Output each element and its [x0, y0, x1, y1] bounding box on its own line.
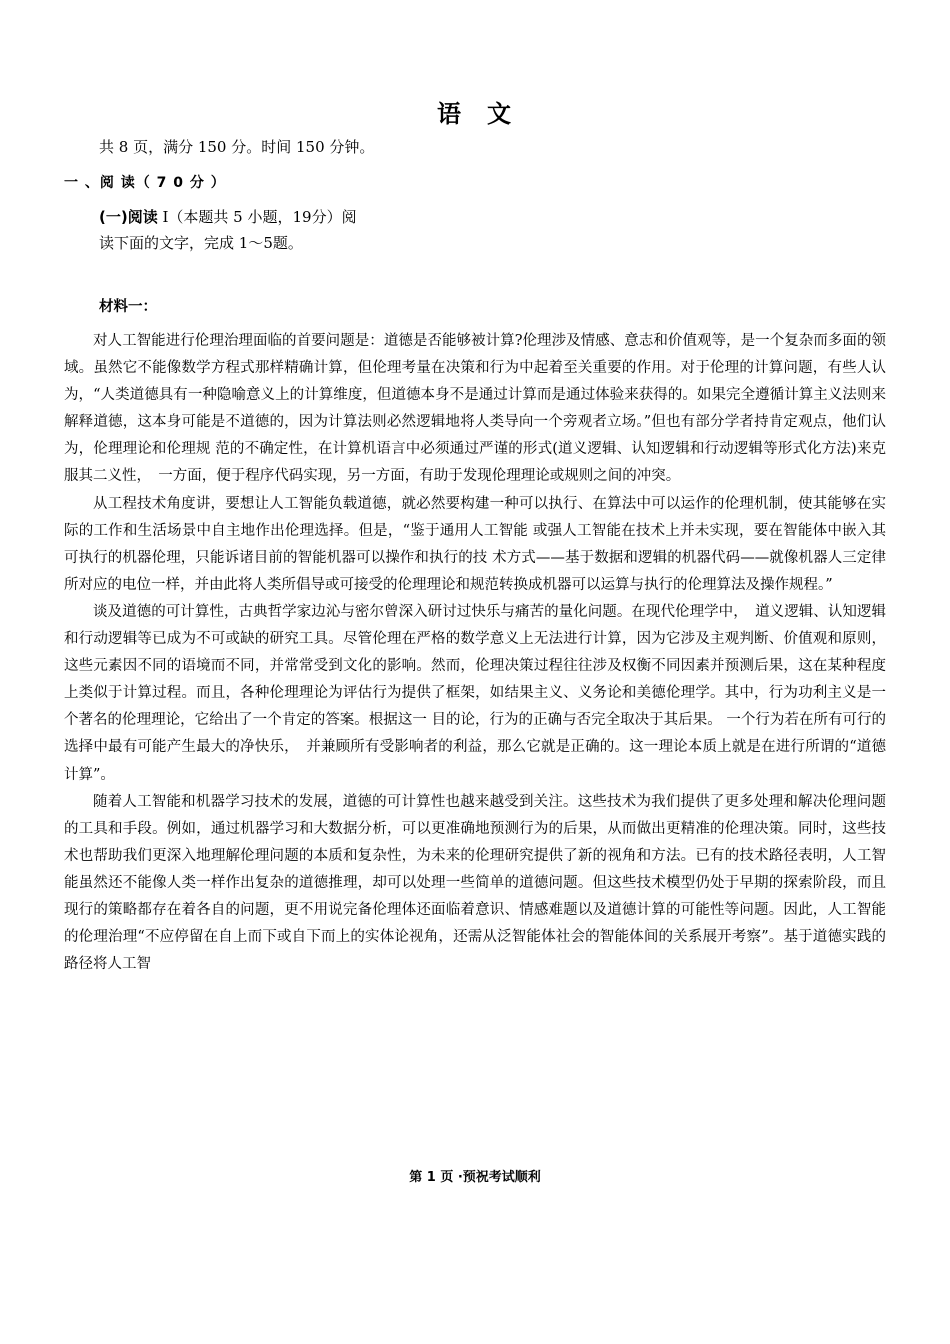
page-title: [0, 94, 950, 129]
material-label: 材料一：: [99, 299, 157, 315]
part-instruction: [99, 204, 361, 256]
part-lead: (一)阅读: [99, 208, 158, 226]
passage-paragraph: 谈及道德的可计算性，古典哲学家边沁与密尔曾深入研讨过快乐与痛苦的量化问题。在现代伦理学中， 道义逻辑、认知逻辑和行动逻辑等已成为不可或缺的研究工具。尽管伦理在严格的数学意义上无法进行计算，因为它涉及主观判断、价值观和原则，这些元素因不同的语境而不同，并常常受到文化的影响。然而，伦理决策过程往往涉及权衡不同因素并预测后果，这在某种程度上类似于计算过程。而且，各种伦理理论为评估行为提供了框架，如结果主义、义务论和美德伦理学。其中，行为功利主义是一个著名的伦理理论，它给出了一个肯定的答案。根据这一 目的论，行为的正确与否完全取决于其后果。 一个行为若在所有可行的选择中最有可能产生最大的净快乐， 并兼顾所有受影响者的利益，那么它就是正确的。这一理论本质上就是在进行所谓的“道德计算”。: [64, 603, 886, 783]
part-description: I（本题共 5 小题，19分）阅读下面的文字，完成 1～5题。: [99, 208, 357, 252]
passage-paragraph: 对人工智能进行伦理治理面临的首要问题是：道德是否能够被计算?伦理涉及情感、意志和价值观等，是一个复杂而多面的领域。虽然它不能像数学方程式那样精确计算，但伦理考量在决策和行为中起着至关重要的作用。对于伦理的计算问题，有些人认为，“人类道德具有一种隐喻意义上的计算维度，但道德本身不是通过计算而是通过体验来获得的。如果完全遵循计算主义法则来解释道德，这本身可能是不道德的，因为计算法则必然逻辑地将人类导向一个旁观者立场。”但也有部分学者持肯定观点，他们认为，伦理理论和伦理规 范的不确定性，在计算机语言中必须通过严谨的形式(道义逻辑、认知逻辑和行动逻辑等形式化方法)来克服其二义性， 一方面，便于程序代码实现，另一方面，有助于发现伦理理论或规则之间的冲突。: [64, 333, 886, 485]
title-char-2: 文: [487, 100, 513, 128]
title-char-1: 语: [437, 100, 463, 128]
passage-paragraph: 随着人工智能和机器学习技术的发展，道德的可计算性也越来越受到关注。这些技术为我们提供了更多处理和解决伦理问题的工具和手段。例如，通过机器学习和大数据分析，可以更准确地预测行为的后果，从而做出更精准的伦理决策。同时，这些技术也帮助我们更深入地理解伦理问题的本质和复杂性，为未来的伦理研究提供了新的视角和方法。已有的技术路径表明，人工智能虽然还不能像人类一样作出复杂的道德推理，却可以处理一些简单的道德问题。但这些技术模型仍处于早期的探索阶段，而且现行的策略都存在着各自的问题，更不用说完备伦理体还面临着意识、情感难题以及道德计算的可能性等问题。因此，人工智能的伦理治理“不应停留在自上而下或自下而上的实体论视角，还需从泛智能体社会的智能体间的关系展开考察”。基于道德实践的路径将人工智: [64, 793, 886, 973]
passage-body: [64, 328, 886, 978]
passage-paragraph: 从工程技术角度讲，要想让人工智能负载道德，就必然要构建一种可以执行、在算法中可以运作的伦理机制，使其能够在实际的工作和生活场景中自主地作出伦理选择。但是，“鉴于通用人工智能 或强人工智能在技术上并未实现，要在智能体中嵌入其可执行的机器伦理，只能诉诸目前的智能机器可以操作和执行的技 术方式——基于数据和逻辑的机器代码——就像机器人三定律所对应的电位一样，并由此将人类所倡导或可接受的伦理理论和规范转换成机器可以运算与执行的伦理算法及操作规程。”: [64, 495, 886, 593]
exam-meta: 共 8 页，满分 150 分。时间 150 分钟。: [99, 138, 375, 156]
page-footer: 第 1 页 ·预祝考试顺利: [409, 1170, 541, 1185]
section-heading: 一 、阅 读（ 7 0 分 ）: [64, 175, 226, 191]
